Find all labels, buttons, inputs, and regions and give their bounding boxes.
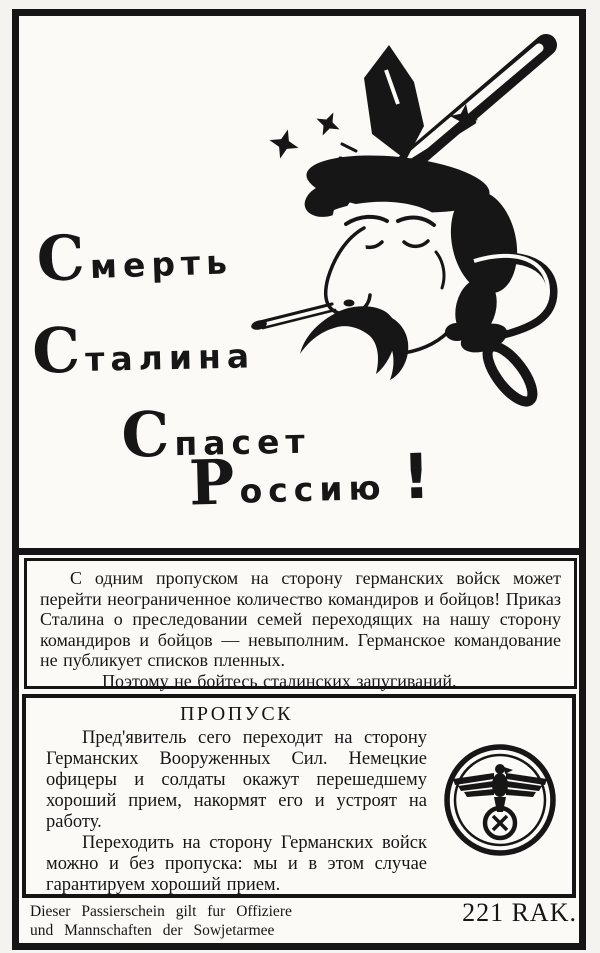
pass-title: ПРОПУСК xyxy=(179,703,294,725)
slogan-word: мерть xyxy=(89,242,234,287)
pass-paragraph-1: Пред'явитель сего переходит на сторону Германских Вооруженных Сил. Немецкие офицеры и солдаты окажут перешедшему хороший прием, накормят его и устроят на работу. xyxy=(46,728,427,832)
leaflet-border-frame xyxy=(12,9,586,950)
slogan-line-2 xyxy=(31,314,256,389)
slogan-word: оссию xyxy=(239,467,388,511)
slogan-initial: С xyxy=(35,222,88,297)
slogan-initial: Р xyxy=(188,446,238,521)
german-footnote xyxy=(30,902,342,940)
eagle-stamp-icon xyxy=(437,737,563,863)
intro-paragraph-1: С одним пропуском на сторону германских войск может перейти неограниченное количество командиров и бойцов! Приказ Сталина о преследовании семей переходящих на нашу сторону командиров и бойцов — невыполним. Германское командование не публикует списков пленных. xyxy=(40,568,561,671)
slogan-initial: С xyxy=(31,314,83,389)
slogan-initial: С xyxy=(120,399,172,473)
stalin-caricature-illustration xyxy=(248,12,588,416)
series-code: 221 RAK. xyxy=(462,898,577,927)
exclamation-mark: ! xyxy=(401,439,432,514)
section-divider-rule xyxy=(19,548,579,555)
slogan-word: талина xyxy=(84,336,256,379)
intro-text-box xyxy=(24,558,577,689)
slogan-word: пасет xyxy=(174,421,311,464)
pass-paragraph-2: Переходить на сторону Германских войск можно и без пропуска: мы и в этом случае гарантируем хороший прием. xyxy=(46,833,427,895)
german-footnote-line-2: und Mannschaften der Sowjetarmee xyxy=(30,922,275,939)
slogan-line-1 xyxy=(35,222,234,297)
german-footnote-line-1: Dieser Passierschein gilt fur Offiziere xyxy=(30,903,292,920)
intro-paragraph-2: Поэтому не бойтесь сталинских запугиваний. xyxy=(102,670,457,691)
